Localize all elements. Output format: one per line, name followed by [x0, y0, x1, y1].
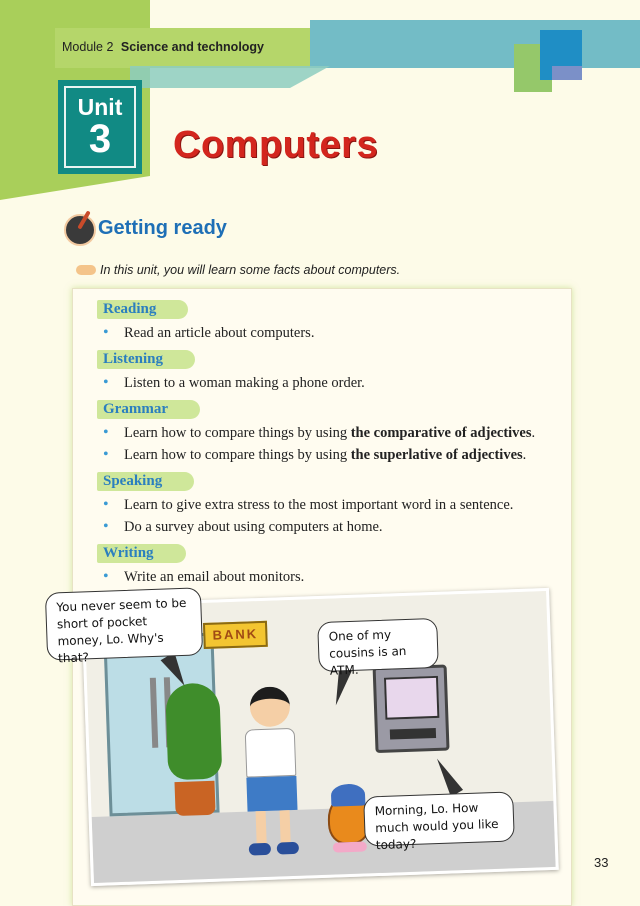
list-item: [97, 444, 577, 466]
boy-character: [235, 686, 305, 858]
item-text: Do a survey about using computers at home.: [124, 519, 383, 535]
robot-feet: [333, 841, 367, 852]
plant-pot: [174, 781, 215, 816]
robot-cap: [331, 783, 366, 806]
section-grammar: [97, 400, 577, 466]
list-item: [97, 372, 577, 394]
section-writing: [97, 544, 577, 588]
page-title: Computers: [173, 124, 379, 166]
item-tail: .: [531, 425, 536, 441]
boy-shoe: [249, 843, 271, 856]
decor-square-purple: [552, 66, 582, 80]
section-label: Writing: [97, 544, 186, 563]
item-bold: the comparative of adjectives: [350, 425, 532, 441]
section-reading: [97, 300, 577, 344]
bank-sign: BANK: [203, 621, 268, 649]
item-text: Learn to give extra stress to the most important word in a sentence.: [124, 497, 514, 513]
bullet-icon: •: [103, 446, 109, 463]
section-label: Speaking: [97, 472, 194, 491]
boy-head: [249, 686, 290, 727]
boy-leg: [256, 811, 267, 845]
bullet-icon: •: [103, 568, 109, 585]
item-text: Learn how to compare things by using: [124, 447, 351, 463]
bullet-icon: •: [103, 424, 109, 441]
unit-number: 3: [88, 117, 112, 161]
intro-text: In this unit, you will learn some facts about computers.: [100, 263, 401, 277]
atm-screen: [384, 676, 439, 720]
module-heading: [62, 40, 264, 54]
speech-bubble-2: One of my cousins is an ATM.: [317, 618, 439, 672]
section-label: Grammar: [97, 400, 200, 419]
section-speaking: [97, 472, 577, 538]
getting-ready-heading: Getting ready: [98, 217, 227, 239]
boy-shirt: [245, 728, 297, 778]
list-item: [97, 494, 577, 516]
list-item: [97, 422, 577, 444]
potted-plant-icon: [165, 682, 222, 780]
brush-stroke: [77, 210, 90, 229]
boy-leg: [280, 810, 291, 844]
atm-slot: [390, 728, 436, 740]
bullet-icon: •: [103, 374, 109, 391]
door-handle: [150, 678, 158, 748]
module-label: Module 2: [62, 40, 114, 54]
intro-marker: [76, 265, 96, 275]
page-number: 33: [594, 855, 609, 870]
header-teal-band-lower: [130, 66, 330, 88]
section-label: Reading: [97, 300, 188, 319]
boy-shoe: [277, 842, 299, 855]
item-tail: .: [522, 447, 527, 463]
boy-shorts: [246, 776, 297, 812]
item-bold: the superlative of adjectives: [350, 447, 523, 463]
list-item: [97, 566, 577, 588]
bullet-icon: •: [103, 324, 109, 341]
unit-word: Unit: [77, 94, 123, 120]
item-text: Write an email about monitors.: [124, 569, 305, 585]
bullet-icon: •: [103, 496, 109, 513]
unit-badge: [58, 80, 142, 174]
speech-bubble-1: You never seem to be short of pocket money, Lo. Why's that?: [45, 587, 203, 660]
section-listening: [97, 350, 577, 394]
item-text: Read an article about computers.: [124, 325, 315, 341]
list-item: [97, 322, 577, 344]
list-item: [97, 516, 577, 538]
item-text: Listen to a woman making a phone order.: [124, 375, 365, 391]
brush-icon: [64, 214, 96, 246]
objectives-list: [97, 300, 577, 594]
atm-machine-icon: [373, 665, 450, 754]
speech-bubble-3: Morning, Lo. How much would you like today?: [363, 791, 515, 846]
bullet-icon: •: [103, 518, 109, 535]
section-label: Listening: [97, 350, 195, 369]
module-title: Science and technology: [120, 40, 265, 54]
item-text: Learn how to compare things by using: [124, 425, 351, 441]
unit-badge-frame: [64, 86, 136, 168]
header-teal-band: [310, 20, 640, 68]
